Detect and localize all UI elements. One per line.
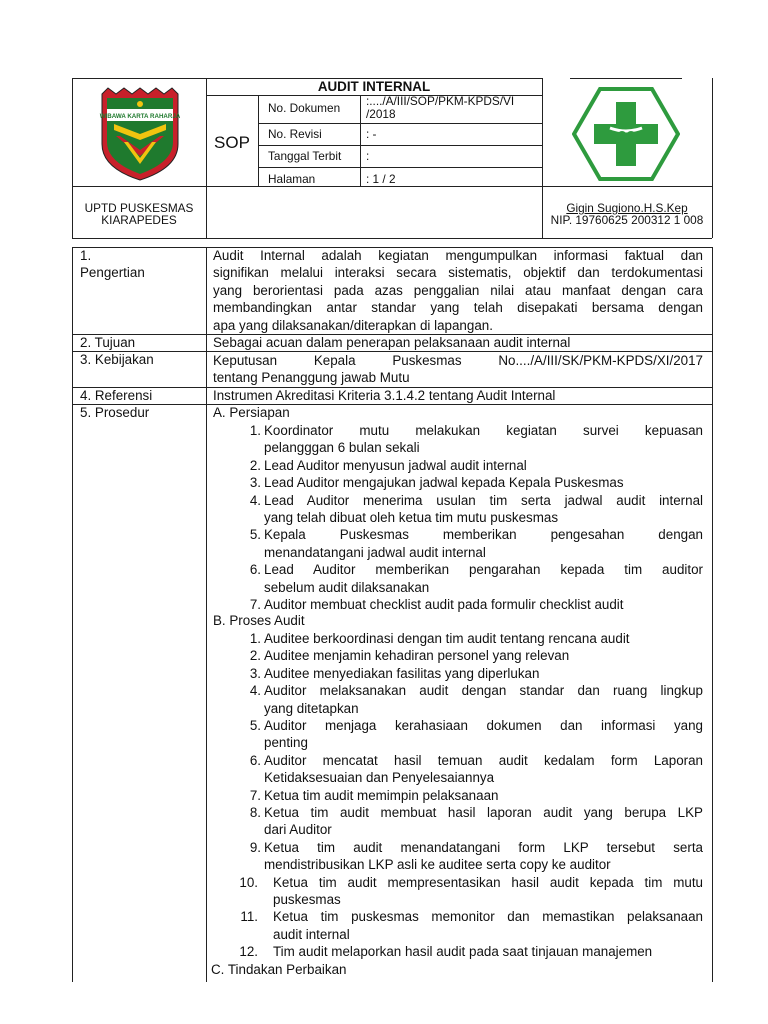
tujuan-label: 2. Tujuan bbox=[80, 335, 136, 350]
field-halaman-value: : 1 / 2 bbox=[366, 172, 396, 186]
procedure-item-line: Auditee menyediakan fasilitas yang diperlukan bbox=[264, 665, 540, 681]
procedure-item-number: 1. bbox=[249, 423, 261, 438]
signer-nip: NIP. 19760625 200312 1 008 bbox=[550, 213, 704, 227]
header-title: AUDIT INTERNAL bbox=[317, 79, 431, 94]
crest-banner-text: WIBAWA KARTA RAHARJA bbox=[99, 113, 181, 120]
procedure-item-line: Ketua tim audit membuat hasil laporan audit yang berupa LKP bbox=[264, 805, 703, 820]
procedure-item-text bbox=[264, 682, 703, 717]
field-no-revisi-value: : - bbox=[366, 127, 377, 141]
procedure-item-text bbox=[264, 630, 703, 647]
procedure-item-number: 9. bbox=[249, 839, 261, 855]
procedure-item-number: 3. bbox=[249, 475, 261, 491]
procedure-item-line: pelangggan 6 bulan sekali bbox=[264, 440, 420, 456]
procedure-item-line: puskesmas bbox=[273, 892, 341, 907]
procedure-item-number: 4. bbox=[249, 492, 261, 508]
kebijakan-line: Keputusan Kepala Puskesmas No..../A/III/SK/PKM-KPDS/XI/2017 bbox=[213, 353, 703, 368]
pengertian-line: signifikan melalui interaksi secara sistematis, objektif dan terdokumentasi bbox=[213, 265, 703, 281]
procedure-item-line: Kepala Puskesmas memberikan pengesahan dengan bbox=[264, 527, 703, 543]
procedure-item-line: Auditee menjamin kehadiran personel yang relevan bbox=[264, 648, 570, 664]
pengertian-line: membandingkan antar standar yang telah disepakati bersama dengan bbox=[213, 300, 703, 316]
procedure-item-number: 5. bbox=[249, 718, 261, 733]
procedure-item-line: Koordinator mutu melakukan kegiatan survei kepuasan bbox=[264, 423, 703, 438]
field-tanggal-terbit-value: : bbox=[366, 149, 370, 163]
procedure-item-text bbox=[264, 647, 703, 664]
pengertian-line: yang berorientasi pada azas penggalian nilai atau manfaat dengan cara bbox=[213, 282, 703, 298]
procedure-item-number: 2. bbox=[249, 457, 261, 473]
procedure-item-number: 12. bbox=[239, 944, 258, 960]
procedure-item-text bbox=[264, 787, 703, 804]
procedure-item-line: Auditor menjaga kerahasiaan dokumen dan informasi yang bbox=[264, 718, 703, 733]
field-no-dokumen-label: No. Dokumen bbox=[268, 101, 341, 115]
kebijakan-text bbox=[213, 352, 703, 387]
persiapan-heading: A. Persiapan bbox=[213, 405, 290, 420]
tujuan-text: Sebagai acuan dalam penerapan pelaksanaan audit internal bbox=[213, 335, 571, 350]
procedure-item-number: 7. bbox=[249, 787, 261, 803]
field-no-dokumen-value: :..../A/III/SOP/PKM-KPDS/VI bbox=[366, 94, 515, 108]
procedure-item-line: Ketua tim puskesmas memonitor dan memastikan pelaksanaan bbox=[273, 909, 703, 925]
puskesmas-logo bbox=[572, 86, 680, 182]
org-name-line1: UPTD PUSKESMAS bbox=[84, 201, 194, 215]
proses-heading: B. Proses Audit bbox=[213, 613, 305, 628]
procedure-item-text bbox=[273, 908, 703, 943]
procedure-item-text bbox=[264, 717, 703, 752]
field-no-dokumen-value-2: /2018 bbox=[366, 107, 396, 121]
pengertian-line: Audit Internal adalah kegiatan mengumpulkan informasi faktual dan bbox=[213, 248, 703, 263]
procedure-item-number: 2. bbox=[249, 648, 261, 664]
procedure-item-line: yang telah dibuat oleh ketua tim mutu puskesmas bbox=[264, 510, 559, 525]
procedure-item-text bbox=[273, 943, 703, 960]
procedure-item-text bbox=[264, 492, 703, 527]
kebijakan-line: tentang Penanggung jawab Mutu bbox=[213, 370, 410, 386]
procedure-item-line: audit internal bbox=[273, 926, 350, 942]
procedure-item-line: menandatangani jadwal audit internal bbox=[264, 544, 486, 560]
procedure-item-number: 10. bbox=[239, 874, 258, 890]
field-tanggal-terbit-label: Tanggal Terbit bbox=[268, 149, 342, 163]
regency-crest-icon bbox=[94, 84, 186, 182]
pengertian-line: apa yang dilaksanakan/diterapkan di lapangan. bbox=[213, 317, 493, 333]
field-halaman-label: Halaman bbox=[268, 172, 316, 186]
sop-label: SOP bbox=[214, 133, 250, 152]
kebijakan-label: 3. Kebijakan bbox=[80, 352, 154, 367]
procedure-item-text bbox=[273, 874, 703, 909]
procedure-item-line: Auditor membuat checklist audit pada formulir checklist audit bbox=[264, 597, 624, 612]
pengertian-text bbox=[213, 247, 703, 334]
procedure-item-line: Lead Auditor memberikan pengarahan kepada tim auditor bbox=[264, 562, 703, 578]
procedure-item-line: Ketidaksesuaian dan Penyelesaiannya bbox=[264, 770, 495, 786]
procedure-item-line: Lead Auditor mengajukan jadwal kepada Kepala Puskesmas bbox=[264, 475, 624, 491]
field-no-revisi-label: No. Revisi bbox=[268, 127, 322, 141]
procedure-item-number: 11. bbox=[240, 909, 258, 925]
procedure-item-number: 4. bbox=[249, 683, 261, 699]
tindakan-heading: C. Tindakan Perbaikan bbox=[211, 962, 347, 977]
referensi-text: Instrumen Akreditasi Kriteria 3.1.4.2 tentang Audit Internal bbox=[213, 388, 556, 403]
procedure-item-line: Tim audit melaporkan hasil audit pada saat tinjauan manajemen bbox=[273, 944, 653, 960]
procedure-item-text bbox=[264, 665, 703, 682]
procedure-item-text bbox=[264, 474, 703, 491]
procedure-item-line: Lead Auditor menyusun jadwal audit internal bbox=[264, 457, 527, 473]
procedure-item-number: 3. bbox=[249, 665, 261, 681]
referensi-label: 4. Referensi bbox=[80, 388, 153, 403]
procedure-item-number: 8. bbox=[249, 805, 261, 820]
signer-name: Gigin Sugiono.H.S.Kep bbox=[566, 201, 688, 215]
pengertian-label: Pengertian bbox=[80, 265, 145, 280]
prosedur-label: 5. Prosedur bbox=[80, 405, 150, 420]
pengertian-label-num: 1. bbox=[80, 248, 92, 263]
procedure-item-text bbox=[264, 457, 703, 474]
procedure-item-line: Ketua tim audit menandatangani form LKP tersebut serta bbox=[264, 839, 703, 855]
procedure-item-number: 1. bbox=[249, 631, 261, 646]
procedure-item-number: 6. bbox=[249, 752, 261, 768]
procedure-item-number: 7. bbox=[249, 597, 261, 612]
procedure-item-line: Ketua tim audit mempresentasikan hasil audit kepada tim mutu bbox=[273, 874, 703, 890]
regency-crest-logo bbox=[94, 84, 186, 182]
procedure-item-number: 5. bbox=[249, 527, 261, 543]
procedure-item-text bbox=[264, 422, 703, 457]
procedure-item-line: Auditee berkoordinasi dengan tim audit tentang rencana audit bbox=[264, 631, 630, 646]
procedure-item-text bbox=[264, 752, 703, 787]
procedure-item-text bbox=[264, 596, 703, 613]
procedure-item-line: yang ditetapkan bbox=[264, 700, 359, 716]
procedure-item-text bbox=[264, 839, 703, 874]
procedure-item-number: 6. bbox=[249, 562, 261, 578]
procedure-item-line: Lead Auditor menerima usulan tim serta jadwal audit internal bbox=[264, 492, 703, 508]
procedure-item-line: mendistribusikan LKP asli ke auditee serta copy ke auditor bbox=[264, 857, 611, 873]
procedure-item-line: sebelum audit dilaksanakan bbox=[264, 579, 430, 595]
puskesmas-cross-icon bbox=[572, 86, 680, 182]
procedure-item-text bbox=[264, 561, 703, 596]
procedure-item-text bbox=[264, 526, 703, 561]
procedure-item-line: dari Auditor bbox=[264, 822, 332, 838]
procedure-item-line: Auditor melaksanakan audit dengan standar dan ruang lingkup bbox=[264, 683, 703, 699]
procedure-item-text bbox=[264, 804, 703, 839]
procedure-item-line: penting bbox=[264, 735, 308, 751]
procedure-item-line: Ketua tim audit memimpin pelaksanaan bbox=[264, 787, 499, 803]
procedure-item-line: Auditor mencatat hasil temuan audit kedalam form Laporan bbox=[264, 752, 703, 768]
org-name-line2: KIARAPEDES bbox=[101, 213, 177, 227]
